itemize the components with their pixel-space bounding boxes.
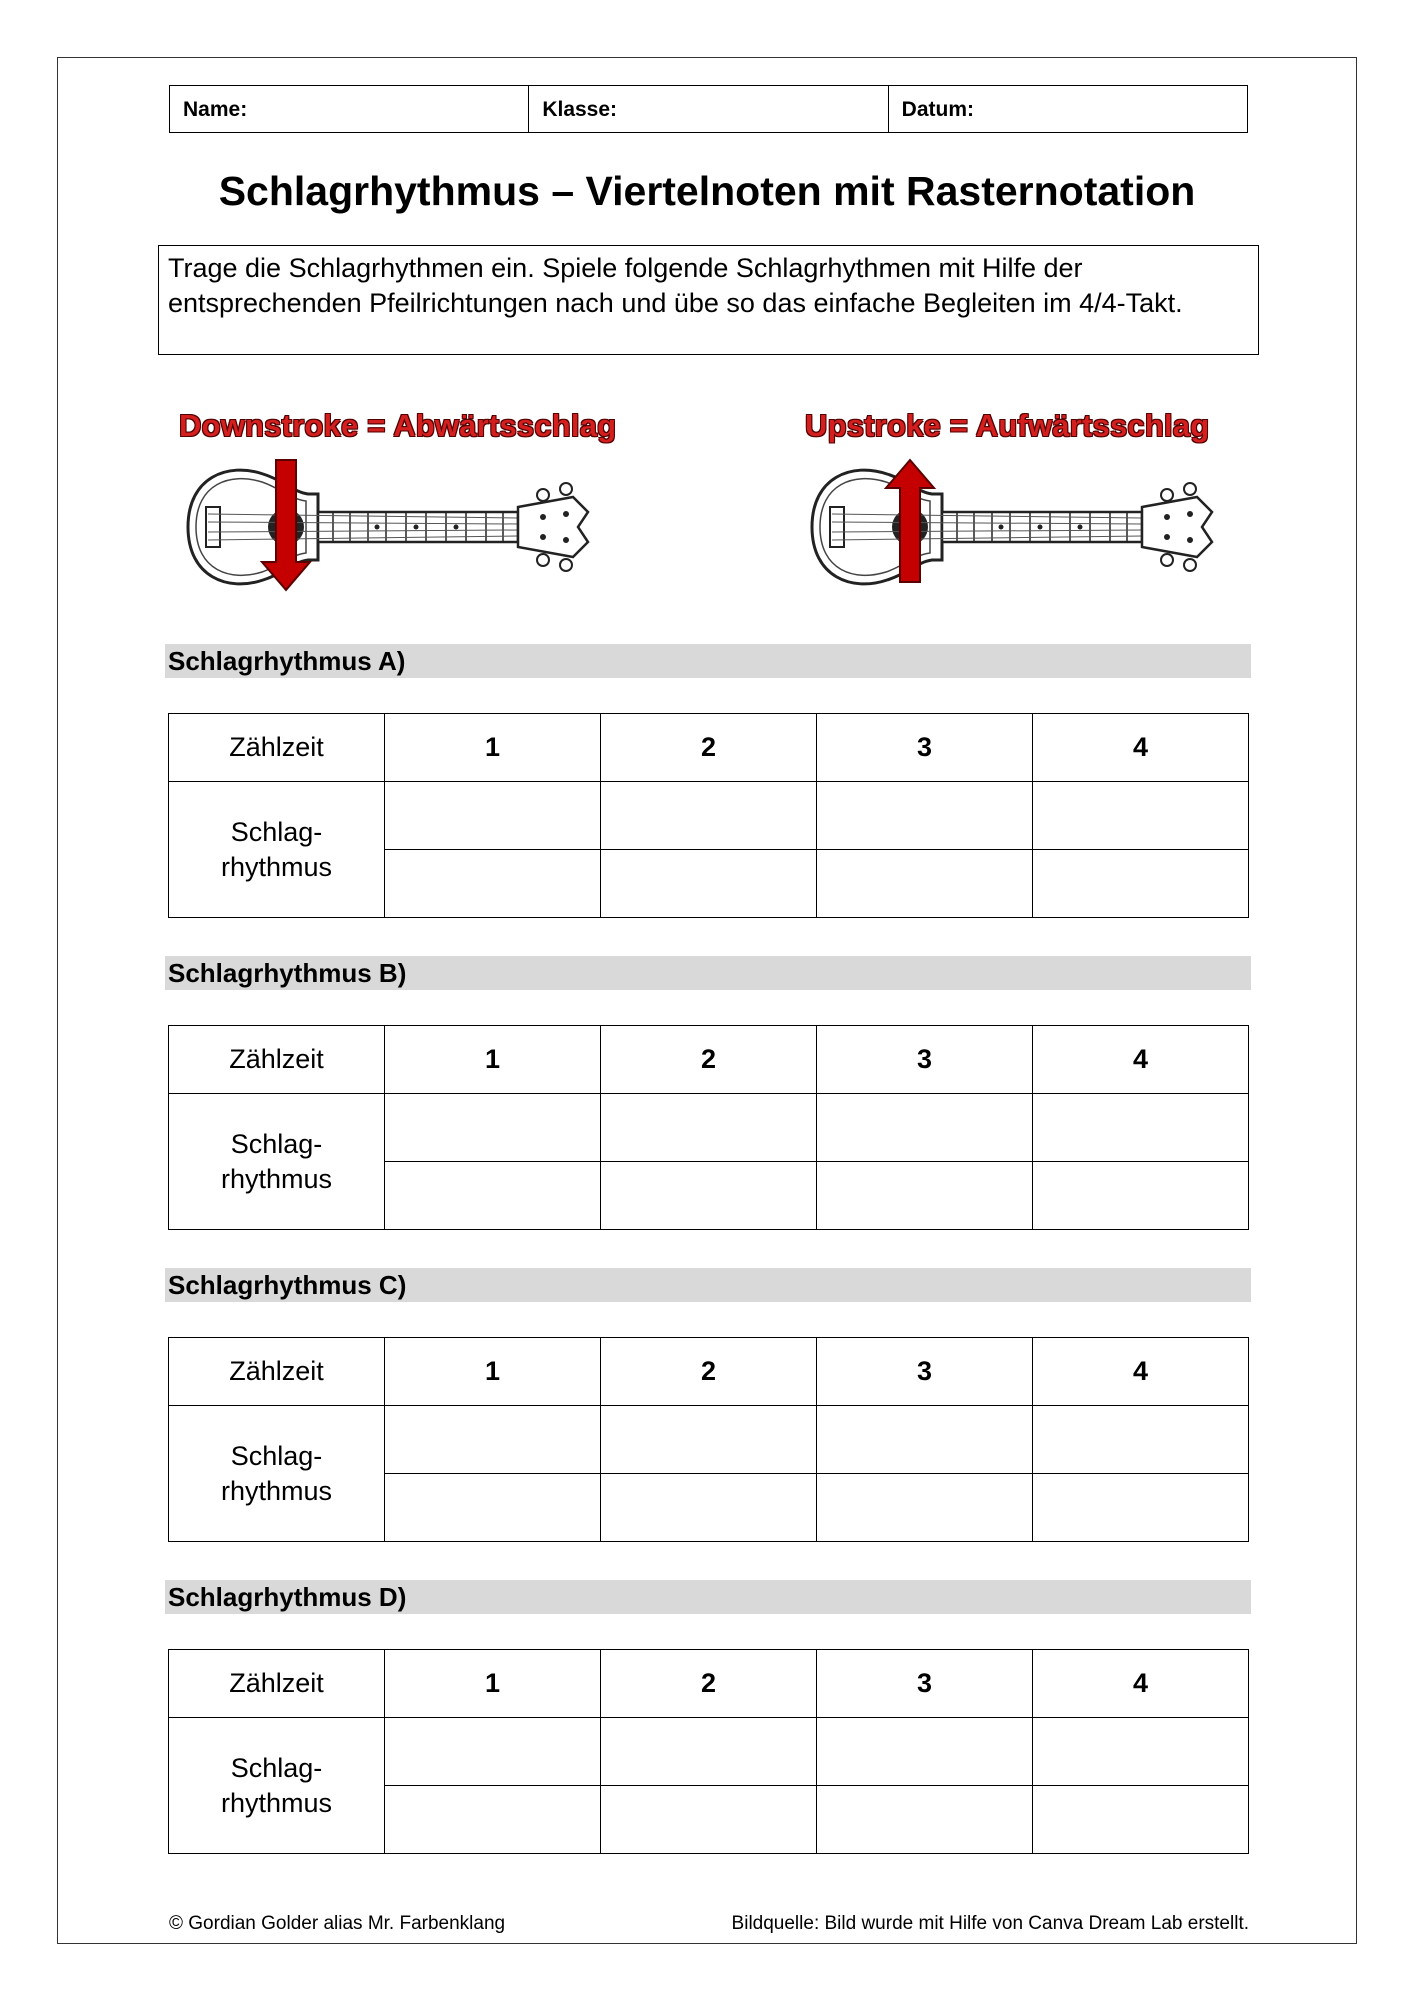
rhythm-cell[interactable] [817,1162,1033,1230]
rhythm-cell[interactable] [385,1474,601,1542]
count-label: Zählzeit [169,1338,385,1406]
rhythm-cell[interactable] [1033,1094,1249,1162]
name-label: Name: [183,98,248,121]
rhythm-label-line-1: Schlag- [230,1128,323,1159]
table-row [169,1718,1249,1786]
table-row [169,1650,1249,1718]
table-row [169,1406,1249,1474]
rhythm-cell[interactable] [385,1162,601,1230]
rhythm-label-line-2: rhythmus [220,1163,333,1194]
rhythm-cell[interactable] [601,1406,817,1474]
count-3: 3 [817,1026,1033,1094]
count-3: 3 [817,1650,1033,1718]
rhythm-label-line-1: Schlag- [230,1752,323,1783]
rhythm-cell[interactable] [817,1094,1033,1162]
ukulele-downstroke-icon [168,452,598,602]
klasse-label: Klasse: [542,98,618,121]
rhythm-cell[interactable] [601,782,817,850]
table-row [169,782,1249,850]
rhythm-cell[interactable] [817,1474,1033,1542]
count-2: 2 [601,1338,817,1406]
count-1: 1 [385,1650,601,1718]
rhythm-table-b [168,1025,1249,1230]
table-row [169,714,1249,782]
count-4: 4 [1033,1026,1249,1094]
datum-field[interactable] [889,86,1247,132]
datum-label: Datum: [901,98,974,121]
table-row [169,1338,1249,1406]
rhythm-cell[interactable] [601,850,817,918]
rhythm-label [169,1406,385,1542]
rhythm-label [169,782,385,918]
rhythm-cell[interactable] [385,1406,601,1474]
rhythm-cell[interactable] [1033,1162,1249,1230]
rhythm-cell[interactable] [601,1162,817,1230]
rhythm-table-a [168,713,1249,918]
klasse-field[interactable] [529,86,888,132]
rhythm-cell[interactable] [601,1718,817,1786]
copyright-footer: © Gordian Golder alias Mr. Farbenklang [169,1913,506,1934]
count-2: 2 [601,1650,817,1718]
rhythm-cell[interactable] [817,850,1033,918]
rhythm-cell[interactable] [817,1406,1033,1474]
section-title-a: Schlagrhythmus A) [165,644,1251,678]
rhythm-cell[interactable] [601,1094,817,1162]
rhythm-cell[interactable] [1033,850,1249,918]
instruction-box: Trage die Schlagrhythmen ein. Spiele folgende Schlagrhythmen mit Hilfe der entsprechenden Pfeilrichtungen nach und übe so das einfache Begleiten im 4/4-Takt. [158,245,1259,355]
rhythm-cell[interactable] [1033,782,1249,850]
count-2: 2 [601,714,817,782]
rhythm-cell[interactable] [1033,1406,1249,1474]
rhythm-label [169,1718,385,1854]
count-4: 4 [1033,1650,1249,1718]
rhythm-cell[interactable] [385,850,601,918]
rhythm-cell[interactable] [385,1786,601,1854]
ukulele-upstroke-icon [792,452,1222,602]
count-label: Zählzeit [169,714,385,782]
count-label: Zählzeit [169,1650,385,1718]
count-1: 1 [385,1026,601,1094]
rhythm-cell[interactable] [601,1474,817,1542]
count-4: 4 [1033,714,1249,782]
rhythm-label-line-1: Schlag- [230,1440,323,1471]
rhythm-table-d [168,1649,1249,1854]
rhythm-cell[interactable] [385,782,601,850]
rhythm-cell[interactable] [385,1718,601,1786]
rhythm-cell[interactable] [1033,1474,1249,1542]
rhythm-cell[interactable] [817,1786,1033,1854]
rhythm-cell[interactable] [1033,1718,1249,1786]
rhythm-label-line-2: rhythmus [220,1475,333,1506]
rhythm-label-line-2: rhythmus [220,1787,333,1818]
rhythm-table-c [168,1337,1249,1542]
downstroke-label: Downstroke = Abwärtsschlag [179,408,617,443]
count-label: Zählzeit [169,1026,385,1094]
table-row [169,1094,1249,1162]
section-title-d: Schlagrhythmus D) [165,1580,1251,1614]
count-1: 1 [385,714,601,782]
rhythm-cell[interactable] [817,1718,1033,1786]
count-1: 1 [385,1338,601,1406]
rhythm-cell[interactable] [385,1094,601,1162]
count-4: 4 [1033,1338,1249,1406]
section-title-b: Schlagrhythmus B) [165,956,1251,990]
rhythm-label-line-1: Schlag- [230,816,323,847]
name-field[interactable] [170,86,529,132]
section-title-c: Schlagrhythmus C) [165,1268,1251,1302]
rhythm-cell[interactable] [1033,1786,1249,1854]
table-row [169,1026,1249,1094]
rhythm-cell[interactable] [817,782,1033,850]
count-3: 3 [817,714,1033,782]
student-info-header [169,85,1248,133]
count-3: 3 [817,1338,1033,1406]
rhythm-cell[interactable] [601,1786,817,1854]
upstroke-label: Upstroke = Aufwärtsschlag [805,408,1210,443]
image-source-footer: Bildquelle: Bild wurde mit Hilfe von Canva Dream Lab erstellt. [731,1913,1249,1934]
rhythm-label-line-2: rhythmus [220,851,333,882]
page-title: Schlagrhythmus – Viertelnoten mit Rasternotation [218,168,1196,214]
rhythm-label [169,1094,385,1230]
count-2: 2 [601,1026,817,1094]
